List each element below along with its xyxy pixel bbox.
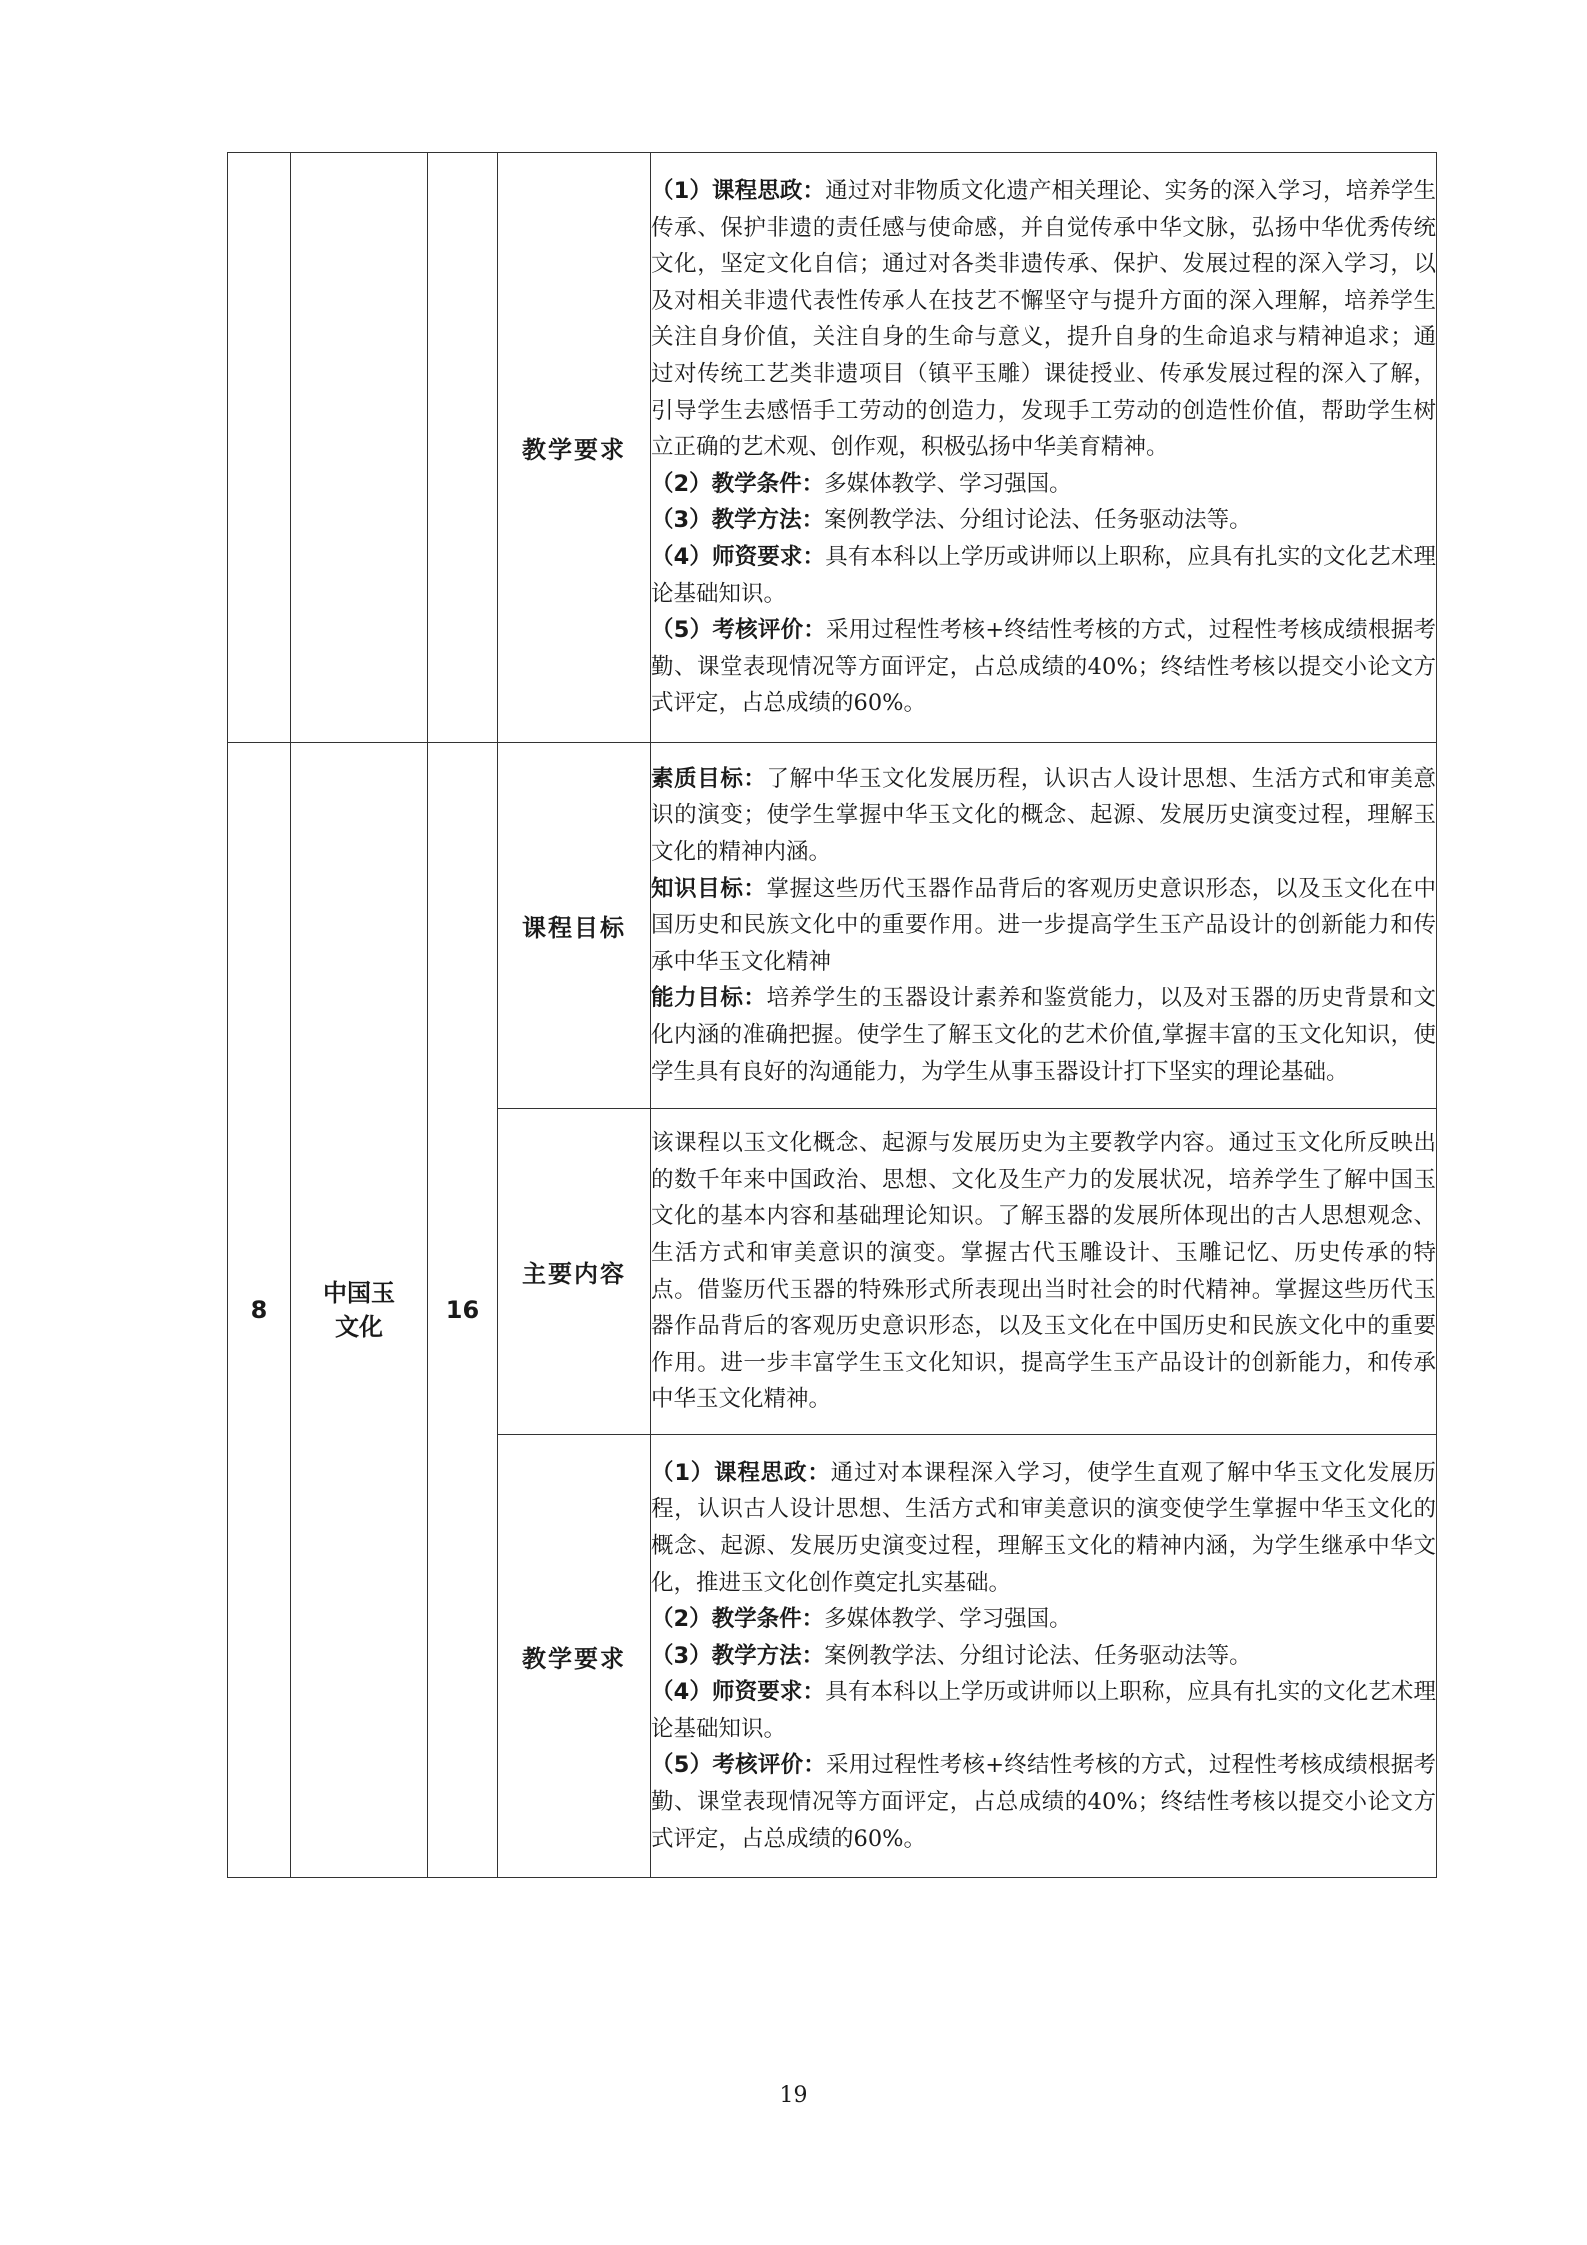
main-content-text: 该课程以玉文化概念、起源与发展历史为主要教学内容。通过玉文化所反映出的数千年来中国政治、思想、文化及生产力的发展状况，培养学生了解中国玉文化的基本内容和基础理论知识。了解玉器的发展所体现出的古人思想观念、生活方式和审美意识的演变。掌握古代玉雕设计、玉雕记忆、历史传承的特点。借鉴历代玉器的特殊形式所表现出当时社会的时代精神。掌握这些历代玉器作品背后的客观历史意识形态，以及玉文化在中国历史和民族文化中的重要作用。进一步丰富学生玉文化知识，提高学生玉产品设计的创新能力，和传承中华玉文化精神。 bbox=[651, 1130, 1436, 1413]
table-row bbox=[228, 153, 1437, 743]
row-label-requirements: 教学要求 bbox=[498, 1435, 651, 1878]
row-label-content: 主要内容 bbox=[498, 1109, 651, 1435]
course-index: 8 bbox=[228, 743, 291, 1878]
objective-item: 素质目标：了解中华玉文化发展历程，认识古人设计思想、生活方式和审美意识的演变；使学生掌握中华玉文化的概念、起源、发展历史演变过程，理解玉文化的精神内涵。 bbox=[651, 765, 1436, 866]
course-table bbox=[227, 152, 1437, 1878]
course-name bbox=[291, 743, 428, 1878]
requirements-content bbox=[651, 1435, 1437, 1878]
requirement-item: （4）师资要求：具有本科以上学历或讲师以上职称，应具有扎实的文化艺术理论基础知识。 bbox=[651, 543, 1436, 607]
requirement-item: （3）教学方法：案例教学法、分组讨论法、任务驱动法等。 bbox=[651, 507, 1252, 534]
main-content bbox=[651, 1109, 1437, 1435]
requirements-content bbox=[651, 153, 1437, 743]
objective-item: 知识目标：掌握这些历代玉器作品背后的客观历史意识形态，以及玉文化在中国历史和民族文化中的重要作用。进一步提高学生玉产品设计的创新能力和传承中华玉文化精神 bbox=[651, 875, 1436, 975]
requirement-item: （1）课程思政：通过对本课程深入学习，使学生直观了解中华玉文化发展历程，认识古人设计思想、生活方式和审美意识的演变使学生掌握中华玉文化的概念、起源、发展历史演变过程，理解玉文化的精神内涵，为学生继承中华文化，推进玉文化创作奠定扎实基础。 bbox=[651, 1459, 1436, 1596]
objective-item: 能力目标：培养学生的玉器设计素养和鉴赏能力，以及对玉器的历史背景和文化内涵的准确把握。使学生了解玉文化的艺术价值,掌握丰富的玉文化知识，使学生具有良好的沟通能力，为学生从事玉器设计打下坚实的理论基础。 bbox=[651, 985, 1436, 1085]
course-name-line: 中国玉 bbox=[323, 1279, 395, 1307]
page-number: 19 bbox=[779, 2083, 808, 2108]
row-label-objectives: 课程目标 bbox=[498, 743, 651, 1109]
requirement-item: （5）考核评价：采用过程性考核+终结性考核的方式，过程性考核成绩根据考勤、课堂表现情况等方面评定，占总成绩的40%；终结性考核以提交小论文方式评定，占总成绩的60%。 bbox=[651, 1752, 1437, 1852]
objectives-content bbox=[651, 743, 1437, 1109]
index-cell-empty bbox=[228, 153, 291, 743]
requirement-item: （4）师资要求：具有本科以上学历或讲师以上职称，应具有扎实的文化艺术理论基础知识。 bbox=[651, 1679, 1436, 1742]
requirement-item: （5）考核评价：采用过程性考核+终结性考核的方式，过程性考核成绩根据考勤、课堂表现情况等方面评定，占总成绩的40%；终结性考核以提交小论文方式评定，占总成绩的60%。 bbox=[651, 617, 1437, 717]
name-cell-empty bbox=[291, 153, 428, 743]
hours-cell-empty bbox=[428, 153, 498, 743]
course-hours: 16 bbox=[428, 743, 498, 1878]
requirement-item: （1）课程思政：通过对非物质文化遗产相关理论、实务的深入学习，培养学生传承、保护非遗的责任感与使命感，并自觉传承中华文脉，弘扬中华优秀传统文化，坚定文化自信；通过对各类非遗传承、保护、发展过程的深入学习，以及对相关非遗代表性传承人在技艺不懈坚守与提升方面的深入理解，培养学生关注自身价值，关注自身的生命与意义，提升自身的生命追求与精神追求；通过对传统工艺类非遗项目（镇平玉雕）课徒授业、传承发展过程的深入了解，引导学生去感悟手工劳动的创造力，发现手工劳动的创造性价值，帮助学生树立正确的艺术观、创作观，积极弘扬中华美育精神。 bbox=[651, 178, 1436, 461]
requirement-item: （2）教学条件：多媒体教学、学习强国。 bbox=[651, 1606, 1072, 1633]
requirement-item: （2）教学条件：多媒体教学、学习强国。 bbox=[651, 470, 1072, 497]
row-label-requirements: 教学要求 bbox=[498, 153, 651, 743]
course-name-line: 文化 bbox=[335, 1313, 383, 1341]
table-row bbox=[228, 743, 1437, 1109]
requirement-item: （3）教学方法：案例教学法、分组讨论法、任务驱动法等。 bbox=[651, 1642, 1252, 1669]
